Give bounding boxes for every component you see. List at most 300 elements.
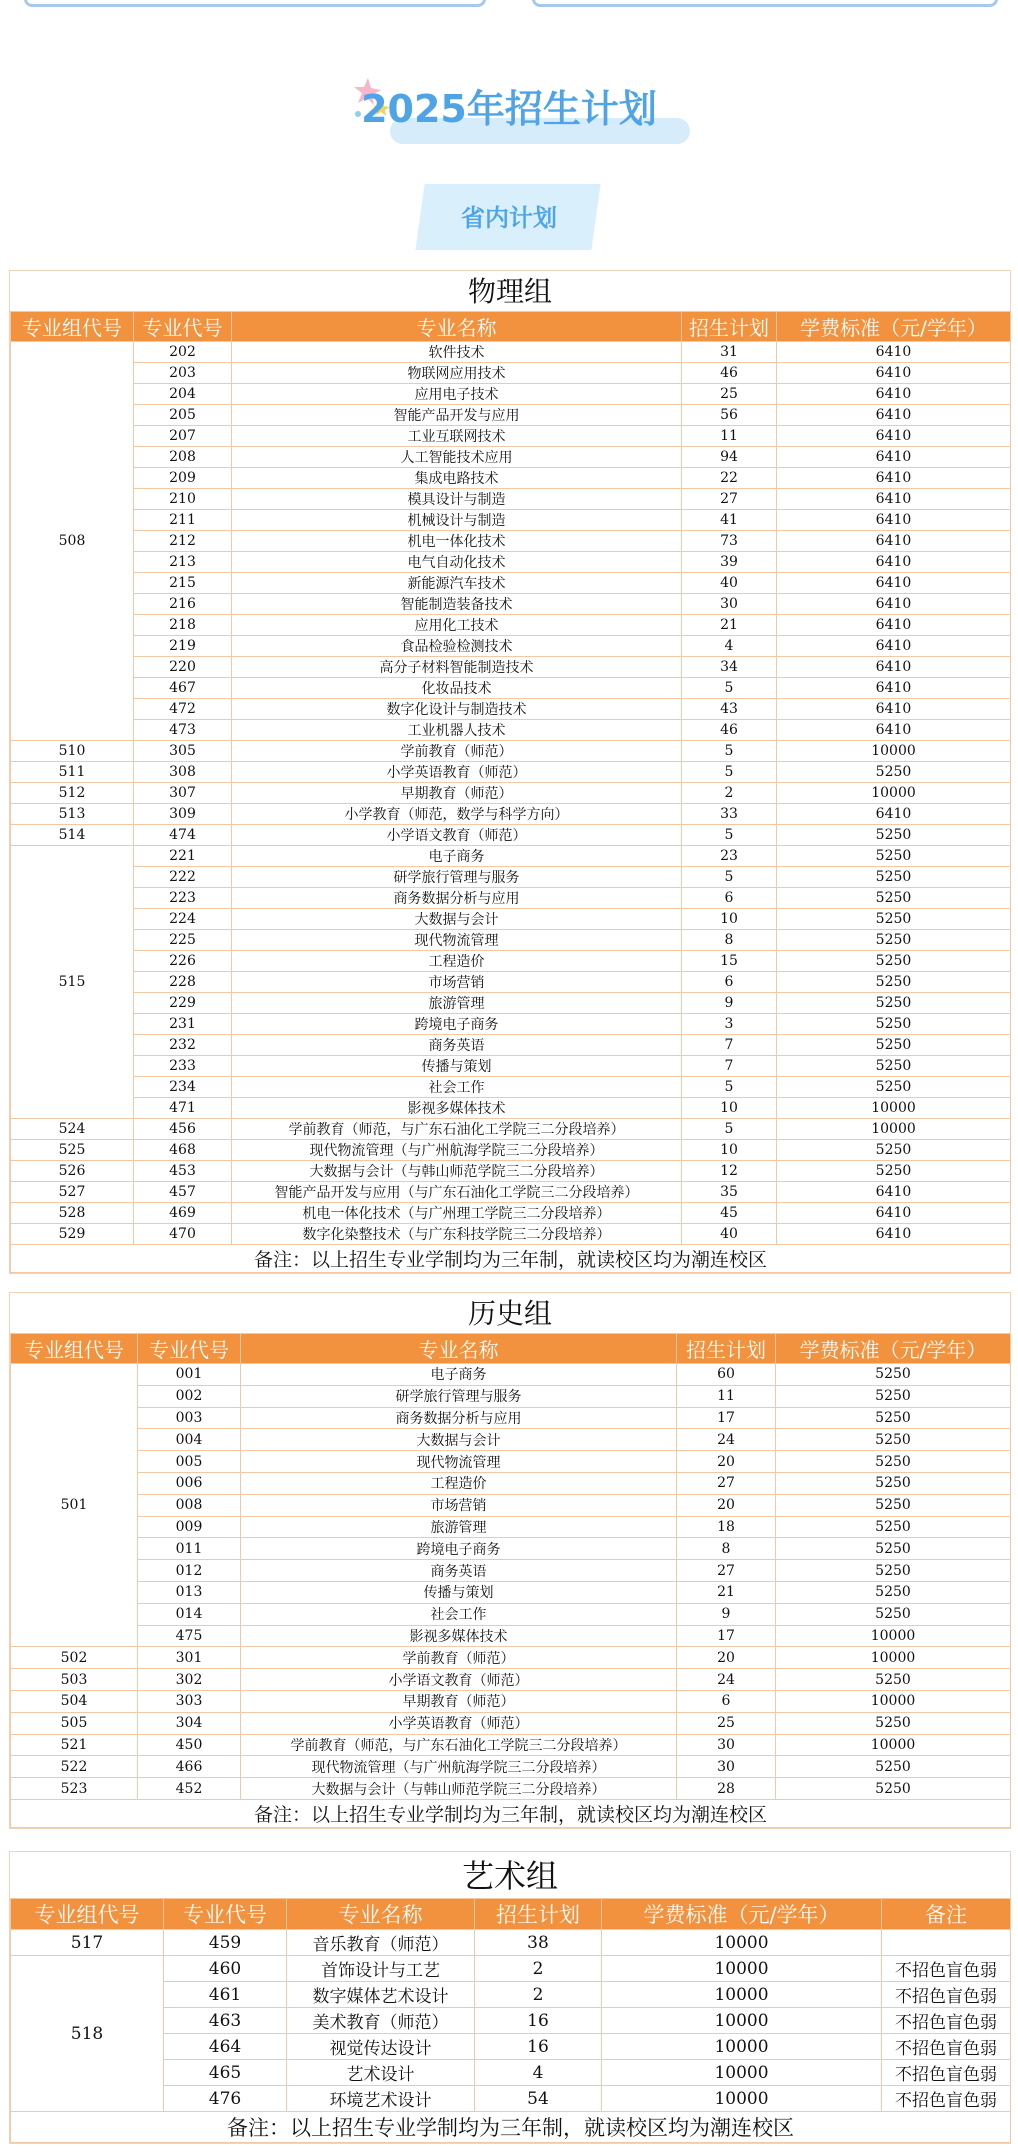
top-right-card-edge <box>532 0 998 7</box>
table-cell: 影视多媒体技术 <box>232 1098 682 1119</box>
table-row <box>11 720 1011 741</box>
table-cell: 73 <box>682 531 777 552</box>
table-cell: 研学旅行管理与服务 <box>232 867 682 888</box>
table-cell: 6410 <box>777 804 1011 825</box>
group-code-cell: 523 <box>11 1778 138 1800</box>
table-cell: 232 <box>134 1035 232 1056</box>
table-cell: 化妆品技术 <box>232 678 682 699</box>
table-row <box>11 1224 1011 1245</box>
table-cell: 476 <box>164 2086 287 2112</box>
table-cell: 472 <box>134 699 232 720</box>
table-cell: 461 <box>164 1982 287 2008</box>
table-row <box>11 468 1011 489</box>
table-cell: 210 <box>134 489 232 510</box>
table-cell: 5250 <box>777 1161 1011 1182</box>
table-cell: 24 <box>677 1669 776 1691</box>
table-row <box>11 636 1011 657</box>
table-cell: 204 <box>134 384 232 405</box>
table-cell: 23 <box>682 846 777 867</box>
table-cell: 6410 <box>777 489 1011 510</box>
table-cell: 27 <box>682 489 777 510</box>
column-header: 专业代号 <box>164 1899 287 1930</box>
table-row <box>11 762 1011 783</box>
table-row <box>11 699 1011 720</box>
table-cell: 229 <box>134 993 232 1014</box>
table-cell: 数字媒体艺术设计 <box>287 1982 475 2008</box>
table-cell: 5250 <box>777 1014 1011 1035</box>
table-cell: 10000 <box>777 783 1011 804</box>
column-header: 学费标准（元/学年） <box>602 1899 882 1930</box>
table-cell: 20 <box>677 1451 776 1473</box>
table-row <box>11 1472 1011 1494</box>
table-cell: 10 <box>682 909 777 930</box>
table-cell: 15 <box>682 951 777 972</box>
table-cell: 新能源汽车技术 <box>232 573 682 594</box>
table-cell: 6410 <box>777 720 1011 741</box>
table-cell: 小学英语教育（师范） <box>232 762 682 783</box>
table-cell: 智能制造装备技术 <box>232 594 682 615</box>
table-cell: 小学教育（师范，数学与科学方向） <box>232 804 682 825</box>
table-cell: 10000 <box>776 1734 1011 1756</box>
table-cell: 工程造价 <box>241 1472 677 1494</box>
table-cell: 226 <box>134 951 232 972</box>
note-text: 备注：以上招生专业学制均为三年制，就读校区均为潮连校区 <box>11 2112 1011 2143</box>
table-cell: 223 <box>134 888 232 909</box>
table-cell: 470 <box>134 1224 232 1245</box>
table-cell: 41 <box>682 510 777 531</box>
table-cell: 213 <box>134 552 232 573</box>
table-row <box>11 1203 1011 1224</box>
table-cell: 303 <box>138 1690 241 1712</box>
table-row <box>11 1407 1011 1429</box>
table-row <box>11 1035 1011 1056</box>
table-cell: 6410 <box>777 678 1011 699</box>
table-cell: 学前教育（师范） <box>232 741 682 762</box>
art-table <box>10 1898 1011 2143</box>
table-cell: 大数据与会计 <box>241 1429 677 1451</box>
physics-table <box>10 311 1011 1273</box>
table-cell: 大数据与会计 <box>232 909 682 930</box>
table-cell: 450 <box>138 1734 241 1756</box>
note-text: 备注：以上招生专业学制均为三年制，就读校区均为潮连校区 <box>11 1799 1011 1827</box>
table-cell: 社会工作 <box>241 1603 677 1625</box>
column-header: 专业组代号 <box>11 1334 138 1364</box>
table-cell: 220 <box>134 657 232 678</box>
table-row <box>11 1538 1011 1560</box>
table-row <box>11 867 1011 888</box>
table-cell: 旅游管理 <box>232 993 682 1014</box>
table-cell: 11 <box>682 426 777 447</box>
table-cell: 机电一体化技术（与广州理工学院三二分段培养） <box>232 1203 682 1224</box>
group-code-cell: 504 <box>11 1690 138 1712</box>
table-row <box>11 783 1011 804</box>
table-cell: 10 <box>682 1140 777 1161</box>
table-cell: 6410 <box>777 1182 1011 1203</box>
column-header: 专业组代号 <box>11 1899 164 1930</box>
table-cell: 54 <box>475 2086 602 2112</box>
group-code-cell: 529 <box>11 1224 134 1245</box>
table-cell: 8 <box>677 1538 776 1560</box>
table-row <box>11 1161 1011 1182</box>
table-cell: 6410 <box>777 552 1011 573</box>
table-cell: 10000 <box>777 741 1011 762</box>
table-cell: 10000 <box>602 1930 882 1956</box>
table-cell: 10000 <box>602 2008 882 2034</box>
table-cell: 94 <box>682 447 777 468</box>
table-cell: 不招色盲色弱 <box>882 1982 1011 2008</box>
table-cell: 6410 <box>777 384 1011 405</box>
table-cell: 17 <box>677 1407 776 1429</box>
table-row <box>11 1119 1011 1140</box>
table-cell: 首饰设计与工艺 <box>287 1956 475 1982</box>
table-row <box>11 615 1011 636</box>
table-cell: 学前教育（师范，与广东石油化工学院三二分段培养） <box>232 1119 682 1140</box>
table-cell: 014 <box>138 1603 241 1625</box>
table-cell: 10000 <box>602 2086 882 2112</box>
table-cell: 跨境电子商务 <box>241 1538 677 1560</box>
column-header: 专业代号 <box>138 1334 241 1364</box>
table-cell: 460 <box>164 1956 287 1982</box>
group-code-cell: 527 <box>11 1182 134 1203</box>
table-cell: 452 <box>138 1778 241 1800</box>
table-cell: 18 <box>677 1516 776 1538</box>
table-row <box>11 531 1011 552</box>
table-cell: 6410 <box>777 1203 1011 1224</box>
table-cell: 环境艺术设计 <box>287 2086 475 2112</box>
table-cell: 机电一体化技术 <box>232 531 682 552</box>
table-cell: 212 <box>134 531 232 552</box>
table-row <box>11 1560 1011 1582</box>
table-row <box>11 1712 1011 1734</box>
table-cell: 模具设计与制造 <box>232 489 682 510</box>
table-row <box>11 1385 1011 1407</box>
table-row <box>11 552 1011 573</box>
table-cell: 22 <box>682 468 777 489</box>
table-cell: 219 <box>134 636 232 657</box>
table-cell: 459 <box>164 1930 287 1956</box>
table-cell: 食品检验检测技术 <box>232 636 682 657</box>
table-cell: 6410 <box>777 657 1011 678</box>
table-row <box>11 741 1011 762</box>
table-cell: 跨境电子商务 <box>232 1014 682 1035</box>
table-cell: 5250 <box>776 1407 1011 1429</box>
table-cell: 207 <box>134 426 232 447</box>
table-cell: 数字化染整技术（与广东科技学院三二分段培养） <box>232 1224 682 1245</box>
table-cell: 6410 <box>777 405 1011 426</box>
table-cell: 20 <box>677 1647 776 1669</box>
table-cell: 不招色盲色弱 <box>882 2008 1011 2034</box>
table-cell: 6410 <box>777 573 1011 594</box>
table-row <box>11 573 1011 594</box>
table-row <box>11 1429 1011 1451</box>
table-cell: 现代物流管理（与广州航海学院三二分段培养） <box>232 1140 682 1161</box>
group-code-cell: 521 <box>11 1734 138 1756</box>
group-code-cell: 502 <box>11 1647 138 1669</box>
table-row <box>11 594 1011 615</box>
table-cell: 6 <box>682 888 777 909</box>
table-cell: 5250 <box>776 1494 1011 1516</box>
table-cell: 009 <box>138 1516 241 1538</box>
table-cell: 307 <box>134 783 232 804</box>
group-code-cell: 514 <box>11 825 134 846</box>
art-table-body <box>11 1930 1011 2143</box>
table-cell: 传播与策划 <box>241 1581 677 1603</box>
table-cell: 10000 <box>776 1690 1011 1712</box>
table-cell: 46 <box>682 363 777 384</box>
table-cell: 006 <box>138 1472 241 1494</box>
table-row <box>11 804 1011 825</box>
group-code-cell: 501 <box>11 1364 138 1647</box>
table-cell: 5 <box>682 867 777 888</box>
table-row <box>11 405 1011 426</box>
table-cell: 202 <box>134 342 232 363</box>
table-cell: 5250 <box>777 1035 1011 1056</box>
table-cell: 467 <box>134 678 232 699</box>
table-cell: 40 <box>682 573 777 594</box>
column-header: 学费标准（元/学年） <box>776 1334 1011 1364</box>
table-cell: 27 <box>677 1472 776 1494</box>
table-cell: 6410 <box>777 468 1011 489</box>
table-cell: 5250 <box>776 1669 1011 1691</box>
table-cell: 17 <box>677 1625 776 1647</box>
table-cell: 60 <box>677 1364 776 1386</box>
table-cell: 工程造价 <box>232 951 682 972</box>
table-row <box>11 1647 1011 1669</box>
table-cell: 5250 <box>777 1056 1011 1077</box>
table-cell: 309 <box>134 804 232 825</box>
table-row <box>11 930 1011 951</box>
table-cell: 小学语文教育（师范） <box>241 1669 677 1691</box>
table-cell: 旅游管理 <box>241 1516 677 1538</box>
table-cell: 大数据与会计（与韩山师范学院三二分段培养） <box>232 1161 682 1182</box>
table-cell: 不招色盲色弱 <box>882 2034 1011 2060</box>
table-cell: 10000 <box>602 2060 882 2086</box>
table-cell: 456 <box>134 1119 232 1140</box>
table-row <box>11 951 1011 972</box>
table-cell: 16 <box>475 2008 602 2034</box>
table-cell: 008 <box>138 1494 241 1516</box>
table-cell: 308 <box>134 762 232 783</box>
table-cell: 34 <box>682 657 777 678</box>
table-cell: 5 <box>682 678 777 699</box>
group-code-cell: 522 <box>11 1756 138 1778</box>
table-cell: 5250 <box>776 1385 1011 1407</box>
table-cell: 2 <box>475 1956 602 1982</box>
note-text: 备注：以上招生专业学制均为三年制，就读校区均为潮连校区 <box>11 1245 1011 1273</box>
column-header: 专业名称 <box>287 1899 475 1930</box>
table-cell: 474 <box>134 825 232 846</box>
table-cell: 20 <box>677 1494 776 1516</box>
table-cell: 302 <box>138 1669 241 1691</box>
table-row <box>11 909 1011 930</box>
table-cell: 传播与策划 <box>232 1056 682 1077</box>
table-cell: 电子商务 <box>232 846 682 867</box>
table-cell: 2 <box>682 783 777 804</box>
table-row <box>11 489 1011 510</box>
table-cell: 影视多媒体技术 <box>241 1625 677 1647</box>
table-cell: 10000 <box>777 1098 1011 1119</box>
table-cell: 233 <box>134 1056 232 1077</box>
table-row <box>11 1603 1011 1625</box>
group-code-cell: 510 <box>11 741 134 762</box>
table-cell: 234 <box>134 1077 232 1098</box>
art-header-row <box>11 1899 1011 1930</box>
table-cell: 5250 <box>777 951 1011 972</box>
table-cell: 33 <box>682 804 777 825</box>
table-cell: 12 <box>682 1161 777 1182</box>
table-cell: 7 <box>682 1056 777 1077</box>
table-cell: 不招色盲色弱 <box>882 2060 1011 2086</box>
table-cell: 473 <box>134 720 232 741</box>
table-cell: 5 <box>682 1119 777 1140</box>
table-cell: 8 <box>682 930 777 951</box>
table-row <box>11 1451 1011 1473</box>
table-cell: 5250 <box>776 1538 1011 1560</box>
table-row <box>11 657 1011 678</box>
table-cell: 数字化设计与制造技术 <box>232 699 682 720</box>
table-cell: 智能产品开发与应用 <box>232 405 682 426</box>
table-cell: 21 <box>677 1581 776 1603</box>
table-row <box>11 1182 1011 1203</box>
table-cell: 10000 <box>602 2034 882 2060</box>
table-cell: 5250 <box>777 1140 1011 1161</box>
table-cell: 10 <box>682 1098 777 1119</box>
table-cell: 5250 <box>776 1451 1011 1473</box>
table-cell: 301 <box>138 1647 241 1669</box>
table-cell: 6410 <box>777 636 1011 657</box>
table-cell: 6410 <box>777 426 1011 447</box>
physics-title: 物理组 <box>467 275 552 308</box>
group-code-cell: 508 <box>11 342 134 741</box>
table-cell: 215 <box>134 573 232 594</box>
table-cell: 高分子材料智能制造技术 <box>232 657 682 678</box>
table-cell: 6410 <box>777 1224 1011 1245</box>
group-code-cell: 511 <box>11 762 134 783</box>
note-row <box>11 1799 1011 1827</box>
table-cell: 小学语文教育（师范） <box>232 825 682 846</box>
table-row <box>11 1625 1011 1647</box>
page-title-wrap <box>0 78 1018 133</box>
table-row <box>11 1930 1011 1956</box>
table-cell: 24 <box>677 1429 776 1451</box>
table-cell: 001 <box>138 1364 241 1386</box>
table-cell: 小学英语教育（师范） <box>241 1712 677 1734</box>
table-cell: 5250 <box>777 972 1011 993</box>
table-cell: 39 <box>682 552 777 573</box>
table-cell: 4 <box>682 636 777 657</box>
table-cell: 225 <box>134 930 232 951</box>
table-row <box>11 825 1011 846</box>
table-cell: 6410 <box>777 510 1011 531</box>
table-cell: 30 <box>682 594 777 615</box>
table-cell: 218 <box>134 615 232 636</box>
table-cell: 9 <box>682 993 777 1014</box>
table-cell: 现代物流管理 <box>232 930 682 951</box>
table-cell: 25 <box>682 384 777 405</box>
table-cell: 471 <box>134 1098 232 1119</box>
history-title: 历史组 <box>467 1297 552 1330</box>
table-cell: 5250 <box>776 1364 1011 1386</box>
table-cell: 30 <box>677 1734 776 1756</box>
table-cell: 6410 <box>777 342 1011 363</box>
table-cell: 物联网应用技术 <box>232 363 682 384</box>
table-row <box>11 1734 1011 1756</box>
table-cell: 视觉传达设计 <box>287 2034 475 2060</box>
table-row <box>11 1756 1011 1778</box>
table-row <box>11 1098 1011 1119</box>
table-cell: 6410 <box>777 531 1011 552</box>
table-cell: 商务英语 <box>232 1035 682 1056</box>
table-cell: 216 <box>134 594 232 615</box>
physics-header-row <box>11 312 1011 342</box>
table-cell: 6410 <box>777 615 1011 636</box>
table-cell: 5250 <box>776 1516 1011 1538</box>
table-cell: 智能产品开发与应用（与广东石油化工学院三二分段培养） <box>232 1182 682 1203</box>
table-row <box>11 1056 1011 1077</box>
table-cell: 美术教育（师范） <box>287 2008 475 2034</box>
history-section <box>9 1292 1011 1829</box>
table-cell: 音乐教育（师范） <box>287 1930 475 1956</box>
table-cell: 5250 <box>776 1429 1011 1451</box>
table-cell: 10000 <box>776 1647 1011 1669</box>
table-cell: 2 <box>475 1982 602 2008</box>
table-row <box>11 342 1011 363</box>
table-row <box>11 678 1011 699</box>
table-cell <box>882 1930 1011 1956</box>
table-row <box>11 1956 1011 1982</box>
table-cell: 457 <box>134 1182 232 1203</box>
table-cell: 013 <box>138 1581 241 1603</box>
column-header: 学费标准（元/学年） <box>777 312 1011 342</box>
column-header: 招生计划 <box>677 1334 776 1364</box>
table-cell: 现代物流管理（与广州航海学院三二分段培养） <box>241 1756 677 1778</box>
column-header: 专业代号 <box>134 312 232 342</box>
table-row <box>11 510 1011 531</box>
table-row <box>11 1669 1011 1691</box>
table-row <box>11 384 1011 405</box>
table-cell: 市场营销 <box>232 972 682 993</box>
table-cell: 203 <box>134 363 232 384</box>
table-cell: 6410 <box>777 447 1011 468</box>
table-cell: 003 <box>138 1407 241 1429</box>
table-row <box>11 1494 1011 1516</box>
table-cell: 早期教育（师范） <box>232 783 682 804</box>
table-cell: 5250 <box>777 888 1011 909</box>
table-cell: 6 <box>682 972 777 993</box>
table-cell: 209 <box>134 468 232 489</box>
note-row <box>11 2112 1011 2143</box>
table-cell: 5250 <box>777 846 1011 867</box>
history-table-body <box>11 1364 1011 1828</box>
table-cell: 21 <box>682 615 777 636</box>
table-cell: 211 <box>134 510 232 531</box>
table-row <box>11 1516 1011 1538</box>
table-cell: 10000 <box>602 1956 882 1982</box>
table-cell: 224 <box>134 909 232 930</box>
table-cell: 11 <box>677 1385 776 1407</box>
top-left-card-edge <box>24 0 486 7</box>
table-cell: 人工智能技术应用 <box>232 447 682 468</box>
table-cell: 应用化工技术 <box>232 615 682 636</box>
table-cell: 艺术设计 <box>287 2060 475 2086</box>
table-cell: 9 <box>677 1603 776 1625</box>
table-cell: 012 <box>138 1560 241 1582</box>
table-cell: 31 <box>682 342 777 363</box>
table-cell: 5250 <box>776 1472 1011 1494</box>
table-cell: 社会工作 <box>232 1077 682 1098</box>
table-cell: 3 <box>682 1014 777 1035</box>
table-cell: 商务数据分析与应用 <box>241 1407 677 1429</box>
